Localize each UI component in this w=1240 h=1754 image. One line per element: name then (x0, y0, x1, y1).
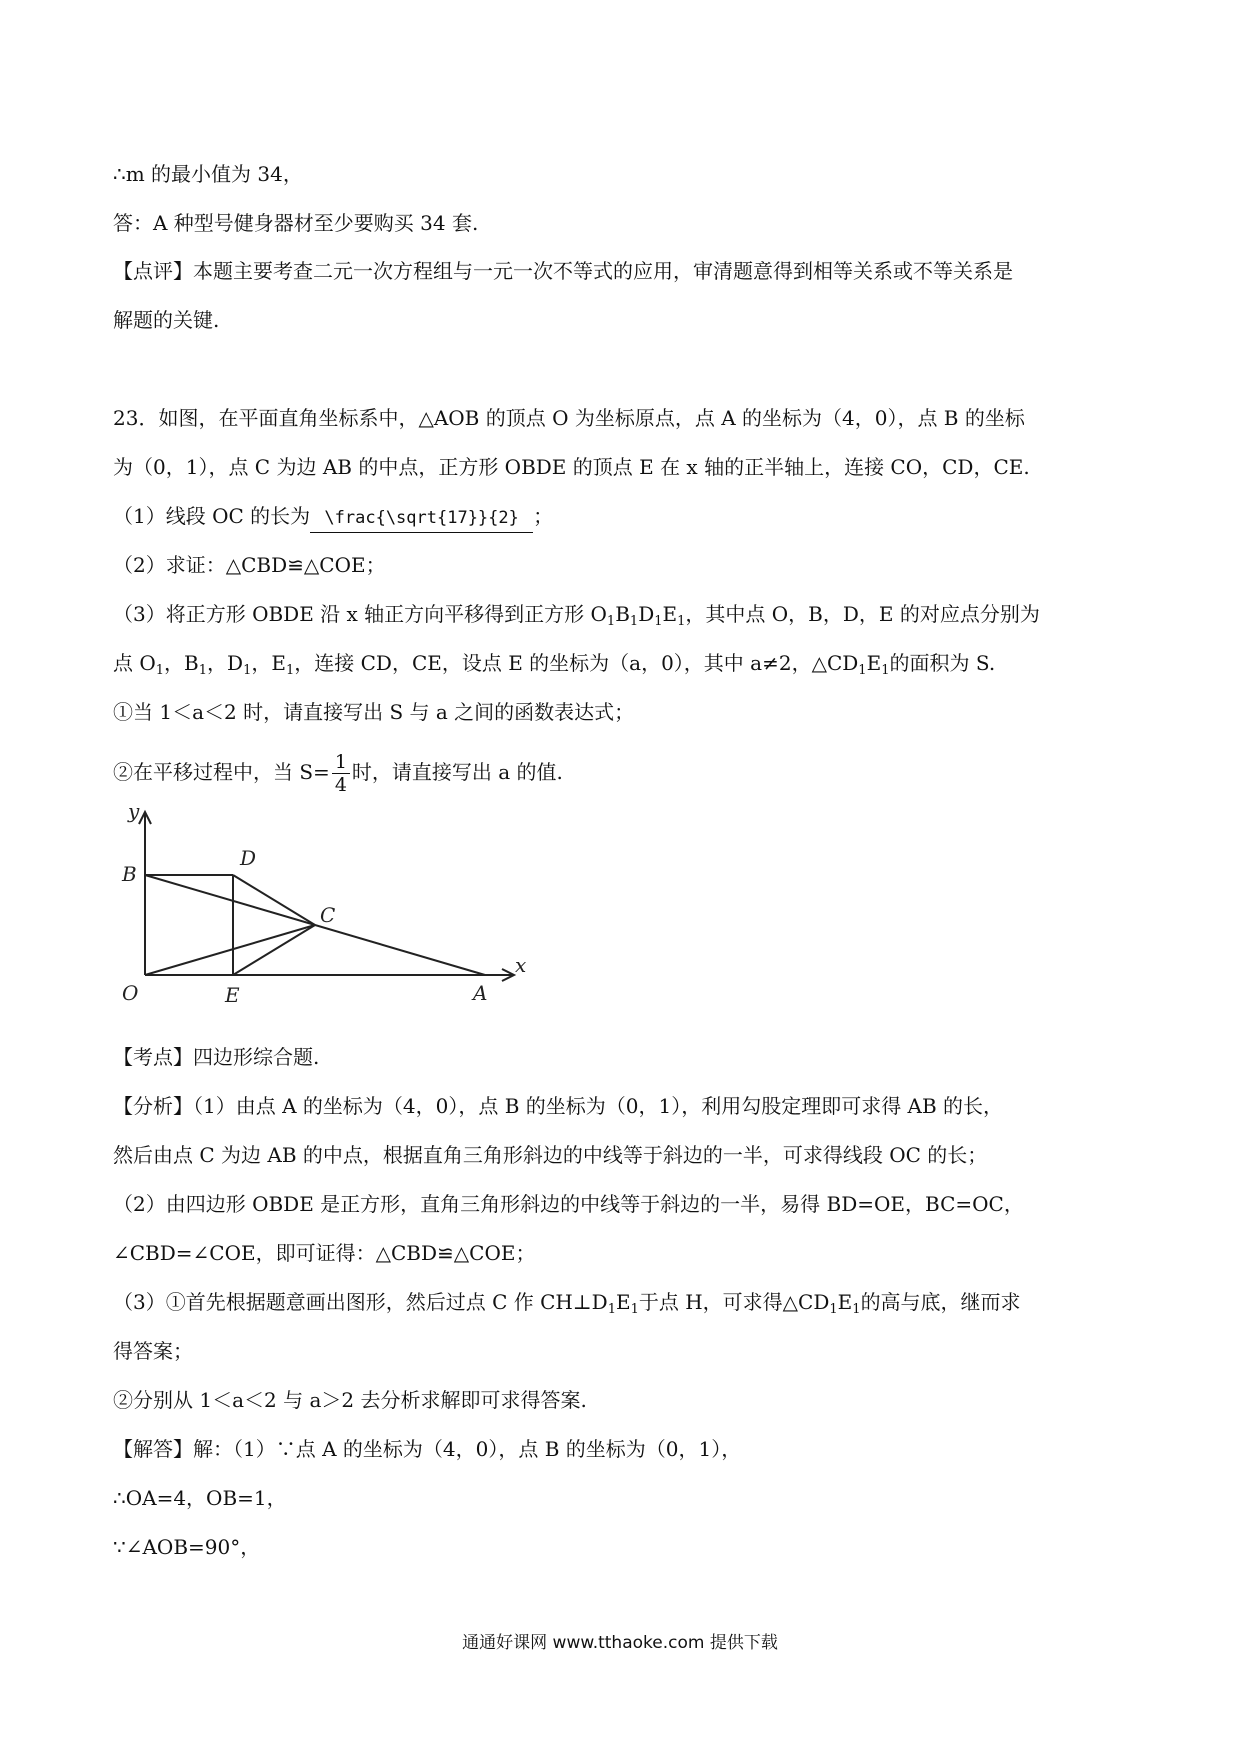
text-line: 答：A 种型号健身器材至少要购买 34 套. (113, 211, 479, 235)
subscript: 1 (677, 614, 686, 629)
segment-ce (233, 925, 315, 975)
subscript: 1 (285, 663, 295, 678)
text-segment: E (866, 651, 882, 675)
analysis-line: 然后由点 C 为边 AB 的中点，根据直角三角形斜边的中线等于斜边的一半，可求得线段 OC 的长； (113, 1143, 988, 1167)
label-b: B (122, 862, 137, 886)
text-segment: 点 O (113, 651, 156, 675)
comment-line: 【点评】本题主要考查二元一次方程组与一元一次不等式的应用，审清题意得到相等关系或不等关系是 (113, 259, 1013, 283)
text-segment: 的高与底，继而求 (860, 1290, 1021, 1314)
subscript: 1 (881, 663, 890, 678)
key-point: 【考点】四边形综合题. (113, 1045, 320, 1069)
text-segment: ，连接 CD，CE，设点 E 的坐标为（a，0），其中 a≠2，△CD (294, 651, 859, 675)
text-segment: 的面积为 S. (889, 651, 996, 675)
geometry-figure (110, 800, 530, 1015)
sub-question-2 (113, 748, 563, 796)
text-segment: E (615, 1290, 631, 1314)
part-1 (113, 502, 553, 533)
subscript: 1 (629, 614, 639, 629)
text-segment: ，B (164, 651, 199, 675)
part-2: （2）求证：△CBD≌△COE； (113, 553, 386, 577)
text-line: ∴m 的最小值为 34， (113, 162, 303, 186)
label-e: E (225, 983, 240, 1007)
text-segment: ，E (251, 651, 286, 675)
analysis-line: （2）由四边形 OBDE 是正方形，直角三角形斜边的中线等于斜边的一半，易得 BD=OE，BC=OC， (113, 1192, 1024, 1216)
solution-line: ∵∠AOB=90°， (113, 1535, 261, 1559)
part-3-line1 (113, 600, 1040, 636)
subscript: 1 (198, 663, 208, 678)
solution-line: ∴OA=4，OB=1， (113, 1486, 287, 1510)
analysis-line: ∠CBD=∠COE，即可证得：△CBD≌△COE； (113, 1241, 536, 1265)
subscript: 1 (243, 663, 252, 678)
subscript: 1 (607, 1302, 616, 1317)
label-y: y (128, 800, 140, 823)
subscript: 1 (606, 614, 616, 629)
text-segment: （3）①首先根据题意画出图形，然后过点 C 作 CH⊥D (113, 1290, 608, 1314)
label-x: x (515, 953, 527, 977)
label-c: C (320, 903, 336, 927)
subscript: 1 (630, 1302, 639, 1317)
text-segment: 时，请直接写出 a 的值. (351, 760, 563, 784)
subscript: 1 (858, 663, 867, 678)
text-segment: E (837, 1290, 853, 1314)
text-segment: ②在平移过程中，当 S= (113, 760, 330, 784)
question-23-line2: 为（0，1），点 C 为边 AB 的中点，正方形 OBDE 的顶点 E 在 x 轴的正半轴上，连接 CO，CD，CE. (113, 455, 1030, 479)
subscript: 1 (829, 1302, 838, 1317)
text-segment: 于点 H，可求得△CD (638, 1290, 830, 1314)
fraction-denominator: 4 (334, 774, 347, 796)
part-1-suffix: ； (533, 504, 554, 528)
sub-question-1: ①当 1＜a＜2 时，请直接写出 S 与 a 之间的函数表达式； (113, 700, 635, 724)
text-segment: D (638, 602, 655, 626)
subscript: 1 (155, 663, 165, 678)
analysis-line: 得答案； (113, 1339, 193, 1363)
question-23-line1: 23．如图，在平面直角坐标系中，△AOB 的顶点 O 为坐标原点，点 A 的坐标为（4，0），点 B 的坐标 (113, 406, 1025, 430)
fraction (332, 751, 350, 796)
analysis-line (113, 1288, 1021, 1324)
fraction-numerator: 1 (332, 751, 350, 774)
text-segment: E (662, 602, 678, 626)
analysis-line: 【分析】（1）由点 A 的坐标为（4，0），点 B 的坐标为（0，1），利用勾股定理即可求得 AB 的长， (113, 1094, 1004, 1118)
answer-blank: \frac{\sqrt{17}}{2} (310, 504, 533, 533)
analysis-line: ②分别从 1＜a＜2 与 a＞2 去分析求解即可求得答案. (113, 1388, 587, 1412)
label-o: O (122, 981, 139, 1005)
label-d: D (240, 846, 257, 870)
segment-oc (145, 925, 315, 975)
comment-line: 解题的关键. (113, 308, 220, 332)
text-segment: ，其中点 O，B，D，E 的对应点分别为 (685, 602, 1040, 626)
solution-line: 【解答】解：（1）∵点 A 的坐标为（4，0），点 B 的坐标为（0，1）， (113, 1437, 742, 1461)
part-3-line2 (113, 649, 995, 685)
label-a: A (473, 981, 488, 1005)
part-1-prefix: （1）线段 OC 的长为 (113, 504, 311, 528)
subscript: 1 (852, 1302, 861, 1317)
text-segment: （3）将正方形 OBDE 沿 x 轴正方向平移得到正方形 O (113, 602, 607, 626)
subscript: 1 (654, 614, 663, 629)
text-segment: ，D (207, 651, 244, 675)
text-segment: B (615, 602, 630, 626)
segment-cd (233, 875, 315, 925)
footer: 通通好课网 www.tthaoke.com 提供下载 (462, 1633, 778, 1653)
